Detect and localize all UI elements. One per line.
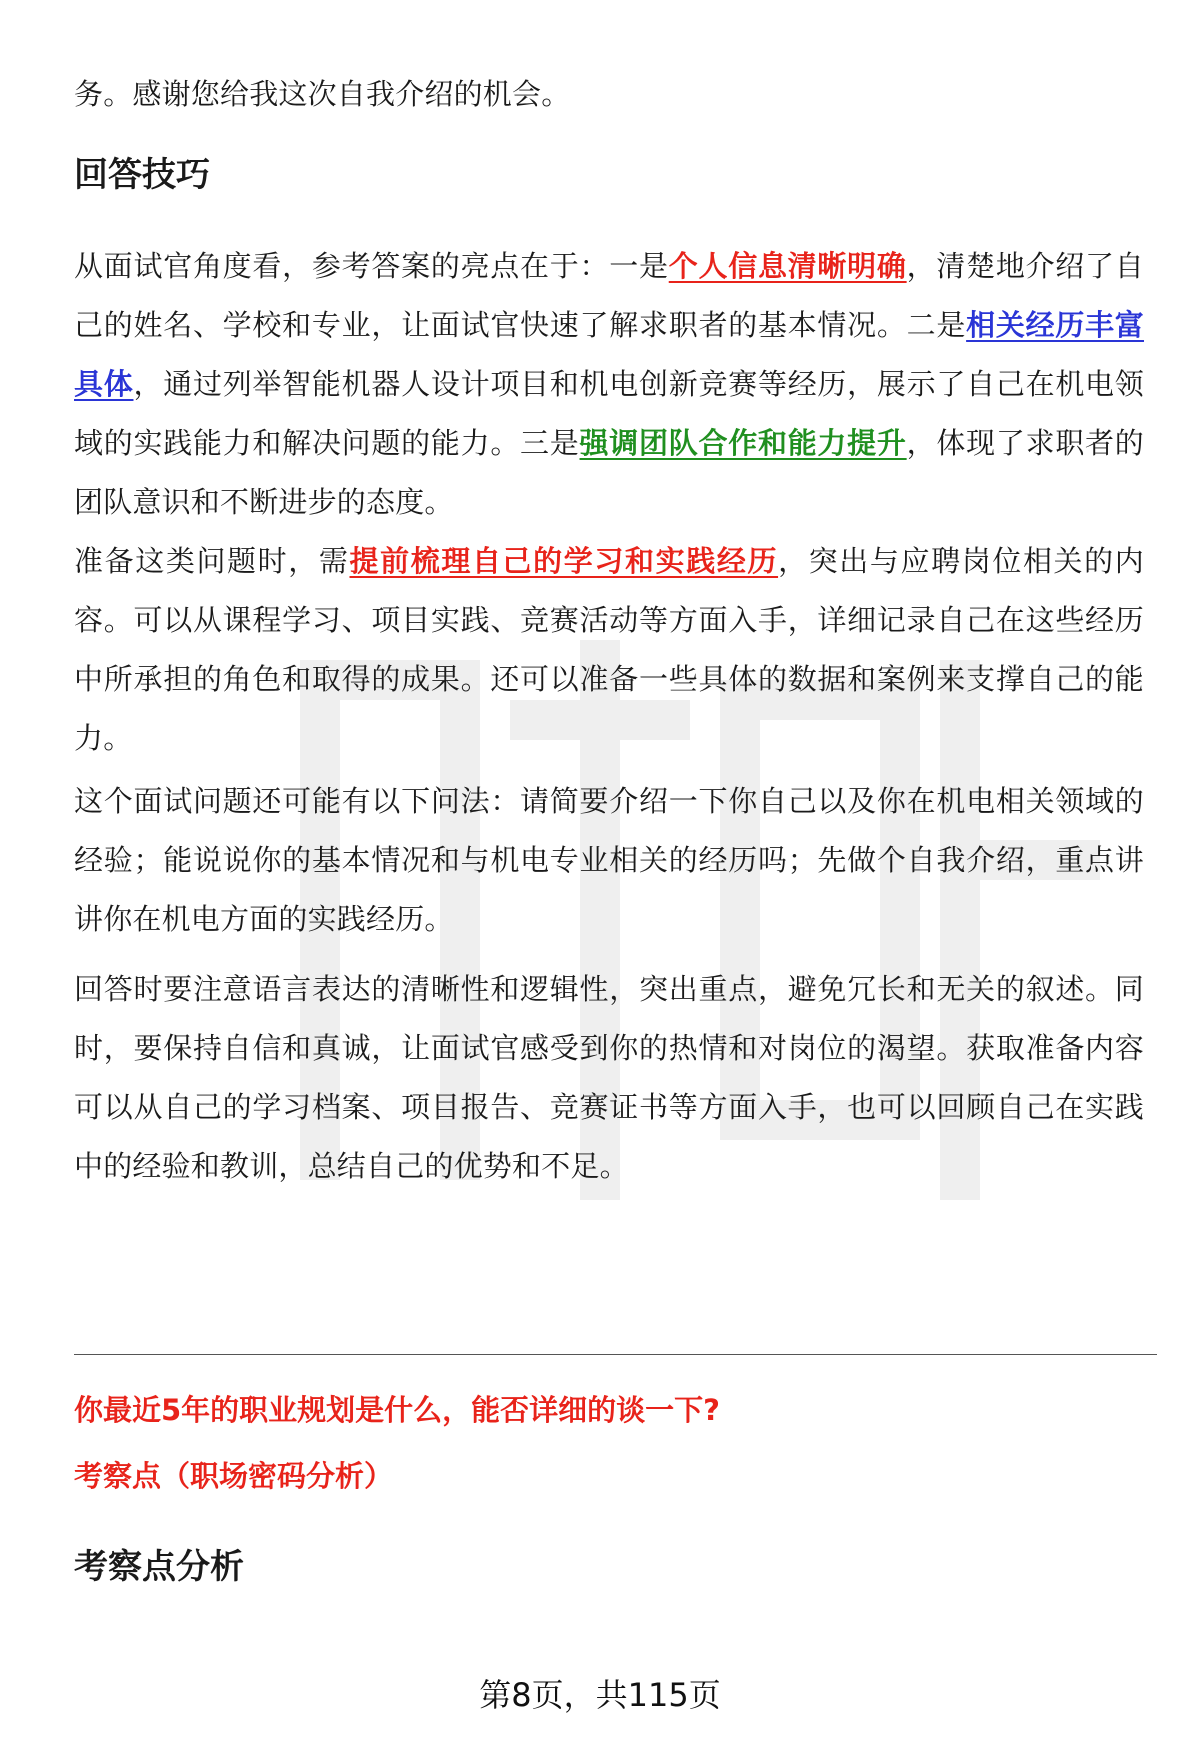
highlight-teamwork: 强调团队合作和能力提升 — [579, 426, 907, 460]
section-heading-tips: 回答技巧 — [74, 155, 210, 195]
tips-paragraph-2 — [74, 532, 1144, 768]
inspection-point-label: 考察点（职场密码分析） — [74, 1459, 394, 1493]
next-question-title: 你最近5年的职业规划是什么，能否详细的谈一下? — [74, 1393, 721, 1427]
p1-text-1: 从面试官角度看，参考答案的亮点在于：一是 — [74, 249, 669, 283]
section-heading-analysis: 考察点分析 — [74, 1547, 244, 1587]
tips-paragraph-4: 回答时要注意语言表达的清晰性和逻辑性，突出重点，避免冗长和无关的叙述。同时，要保持自信和真诚，让面试官感受到你的热情和对岗位的渴望。获取准备内容可以从自己的学习档案、项目报告、竞赛证书等方面入手，也可以回顾自己在实践中的经验和教训，总结自己的优势和不足。 — [74, 972, 1144, 1183]
p1-text-2: ，清楚地介绍了自己的姓名、学校和专业，让面试官快速了解求职者的基本情况。二是 — [74, 249, 1144, 342]
highlight-experience: 相关经历丰富具体 — [74, 308, 1144, 401]
p1-text-3: ，通过列举智能机器人设计项目和机电创新竞赛等经历，展示了自己在机电领域的实践能力和解决问题的能力。三是 — [74, 367, 1144, 460]
p2-text-1: 准备这类问题时，需 — [74, 544, 350, 578]
tips-paragraph-3: 这个面试问题还可能有以下问法：请简要介绍一下你自己以及你在机电相关领域的经验；能说说你的基本情况和与机电专业相关的经历吗；先做个自我介绍，重点讲讲你在机电方面的实践经历。 — [74, 784, 1144, 936]
highlight-prepare-experience: 提前梳理自己的学习和实践经历 — [349, 544, 779, 578]
p1-text-4: ，体现了求职者的团队意识和不断进步的态度。 — [74, 426, 1144, 519]
page-number-footer: 第8页，共115页 — [479, 1676, 721, 1714]
tips-paragraph-1 — [74, 237, 1144, 532]
intro-ending-text: 务。感谢您给我这次自我介绍的机会。 — [74, 77, 571, 111]
section-divider — [74, 1354, 1157, 1355]
p2-text-2: ，突出与应聘岗位相关的内容。可以从课程学习、项目实践、竞赛活动等方面入手，详细记录自己在这些经历中所承担的角色和取得的成果。还可以准备一些具体的数据和案例来支撑自己的能力。 — [74, 544, 1144, 755]
highlight-personal-info: 个人信息清晰明确 — [668, 249, 907, 283]
